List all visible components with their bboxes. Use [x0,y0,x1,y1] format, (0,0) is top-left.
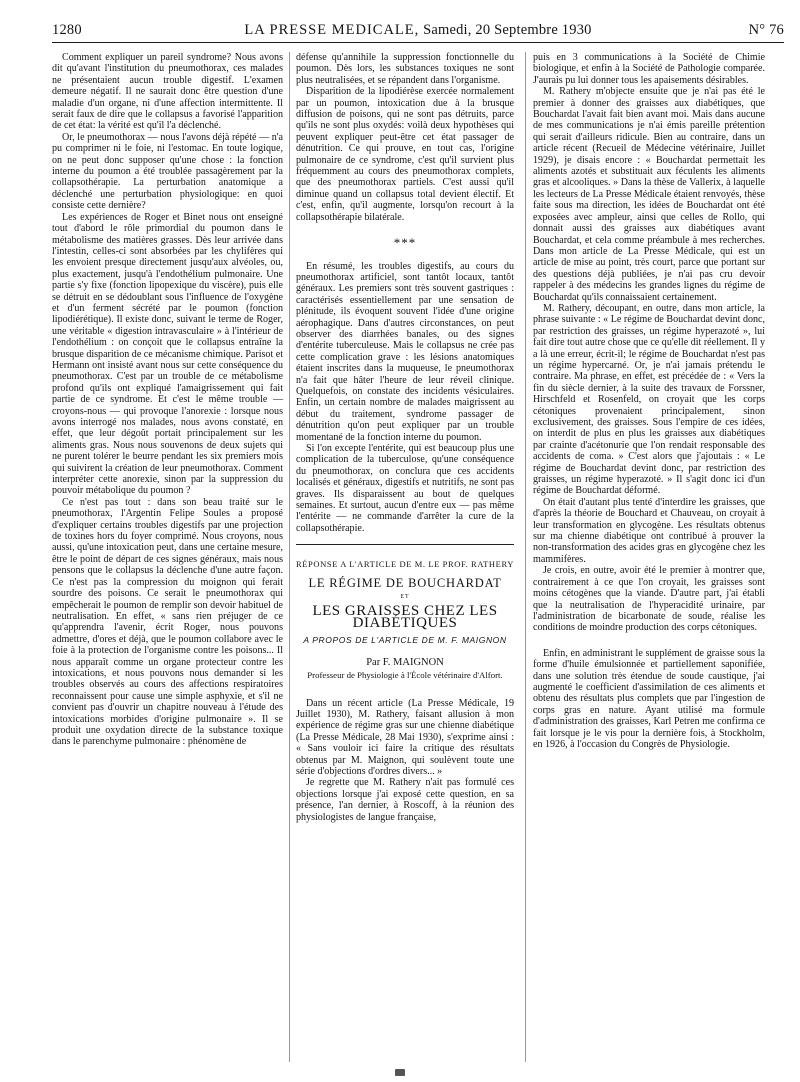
paragraph: Les expériences de Roger et Binet nous ont enseigné tout d'abord le rôle primordial du poumon dans le métabolisme des matières grasses. Dès leur arrivée dans l'intestin, celles-ci sont absorbées par les chylifères qui les envoient presque directement jusqu'aux alvéoles, ou, plus exactement, jusqu'à l'endothélium pulmonaire. Une partie s'y fixe (fonction lipopexique du viscère), puis elle se détruit en se dédoublant sous l'influence de l'oxygène et d'un ferment sécrété par le poumon (fonction lipodiérétique). Il existe donc, suivant le terme de Roger, une véritable « digestion intravasculaire » à l'intérieur de l'endothélium : on conçoit que le collapsus entraîne la brusque disparition de ce mécanisme chimique. Parisot et Hermann ont insisté avant nous sur cette conséquence du pneumothorax. C'est par un trouble de ce métabolisme profond qu'ils ont expliqué l'amaigrissement qui fait partie de ce syndrome. Et c'est le même trouble — croyons-nous — qui provoque l'anorexie : lorsque nous avons interrogé nos malades, nous avons constaté, en effet, que leur dégoût portait principalement sur les aliments gras. Nous nous souvenons de deux sujets qui ne purent tolérer le beurre pendant les six premiers mois qui suivirent la création de leur pneumothorax. Comment interpréter cette anorexie, sinon par la suppression du pouvoir métabolique du poumon ? [52,211,284,497]
paragraph: défense qu'annihile la suppression fonctionnelle du poumon. Dès lors, les substances toxiques ne sont plus neutralisées, et se répandent dans l'organisme. [296,52,514,86]
separator-stars: *** [393,235,417,251]
column-right [533,52,765,750]
paragraph: Dans un récent article (La Presse Médicale, 19 Juillet 1930), M. Rathery, faisant allusion à mon expérience de régime gras sur une chienne diabétique (La Presse Médicale, 28 Mai 1930), s'exprime ainsi : « Sans vouloir ici faire la critique des résultats obtenus par M. Maignon, qui soulèvent toute une série d'objections d'ordres divers... » [296,697,514,777]
page-header [52,20,784,43]
article-divider [296,544,514,545]
journal-name: LA PRESSE MEDICALE, [244,22,420,38]
paragraph: En résumé, les troubles digestifs, au cours du pneumothorax artificiel, sont tantôt locaux, tantôt généraux. Les premiers sont très souvent gastriques : caractérisés essentiellement par une sensation de plénitude, ils évoquent souvent l'idée d'une origine aérophagique. Dans d'autres circonstances, on peut observer des diarrhées banales, ou des signes d'entérite tuberculeuse. Mais le collapsus ne crée pas cette complication grave : les lésions anatomiques étaient inscrites dans la muqueuse, le pneumothorax n'a fait que hâter l'heure de leur réveil clinique. Quelquefois, on constate des incidents vésiculaires. Enfin, un certain nombre de malades maigrissent au début du traitement, syndrome passager de dénutrition qu'on peut expliquer par un trouble momentané de la fonction interne du poumon. [296,260,514,443]
paragraph: M. Rathery, découpant, en outre, dans mon article, la phrase suivante : « Le régime de Bouchardat devint donc, par restriction des graisses, un régime hyperazoté », lui fait dire tout autre chose que ce qu'elle dit réellement. Il y a là une erreur, écrit-il; le régime de Bouchardat n'est pas un régime hypercarné. Or, je n'ai jamais prétendu le contraire. Ma phrase, en effet, est précédée de : « Vers la fin du siècle dernier, à la suite des travaux de Forssner, Hirschfeld et Rosenfeld, on croyait que les corps cétoniques provenaient principalement, sinon exclusivement, des graisses. Sous l'empire de ces idées, on interdit de plus en plus les graisses aux diabétiques par crainte d'acétonurie que l'on rendait responsable des accidents de coma. » C'est alors que j'ajoutais : « Le régime de Bouchardat devint donc, par restriction des graisses, un régime hyperazoté. » Il s'agit donc ici d'un régime de Bouchardat déformé. [533,302,765,497]
paragraph: Ce n'est pas tout : dans son beau traité sur le pneumothorax, l'Argentin Felipe Soules a proposé d'expliquer certains troubles digestifs par une projection de toxines hors du foyer comprimé. Nous croyons, nous aussi, qu'une intoxication peut, dans une certaine mesure, être le point de départ de ces signes généraux, mais nous pensons que le collapsus la déclenche d'une autre façon. Ce n'est pas la compression du moignon qui ferait sourdre des poisons. Ce serait le pneumothorax qui empêcherait le poumon de remplir son devoir habituel de neutralisation. En effet, « sans rien préjuger de ce qu'apprendra l'avenir, écrit Roger, nous pouvons admettre, d'ores et déjà, que le poumon collabore avec le foie à la protection de l'organisme contre les poisons... Il nous apparaît comme un organe protecteur contre les intoxications, et nous pouvons nous demander si les troubles observés au cours des affections respiratoires reconnaissent pour cause une simple asphyxie, et s'il ne convient pas d'ouvrir un chapitre nouveau à l'étude des intoxications morbides d'origine pulmonaire ». Il se produit une oxydation directe de la substance toxique dans le parenchyme pulmonaire : phénomène de [52,496,283,748]
paragraph: Enfin, en administrant le supplément de graisse sous la forme d'huile émulsionnée et partiellement saponifiée, dans une solution très étendue de soude caustique, j'ai augmenté le coefficient d'assimilation de ces aliments et obtenu des résultats plus complets que par l'ingestion de corps gras en nature. Ayant utilisé ma formule d'administration des graisses, Karl Petren me confirma ce fait lorsque je le vis pour la dernière fois, à Stockholm, en 1926, à l'occasion du Congrès de Physiologie. [533,647,765,750]
issue-number: N° 76 [748,22,784,38]
article-subtitle: LE RÉGIME DE BOUCHARDAT [308,575,502,590]
article-title: LES GRAISSES CHEZ LES DIABÉTIQUES [312,603,498,631]
article-reference: A PROPOS DE L'ARTICLE DE M. F. MAIGNON [303,635,507,646]
column-rule [525,52,526,1062]
paragraph: Comment expliquer un pareil syndrome? Nous avons dit qu'avant l'institution du pneumothorax, ces malades ne présentaient aucun trouble digestif. L'examen demeure négatif. Il ne saurait donc être question d'une maladie d'un organe, ni d'une affection intermittente. Il serait faux de dire que le collapsus a favorisé l'apparition de cet état: la vérité est qu'il l'a déclenché. [52,52,283,132]
article-kicker: RÉPONSE A L'ARTICLE DE M. LE PROF. RATHERY [296,559,514,570]
article-author: Par F. MAIGNON [366,656,444,668]
paragraph: Disparition de la lipodiérèse exercée normalement par un poumon, intoxication due à la brusque diffusion de poisons, qui ne sont pas détruits, parce qu'ils ne sont plus oxydés: voilà deux hypothèses qui peuvent expliquer peut-être cet état passager de dénutrition. Ce qui prouve, en tout cas, l'origine pulmonaire de ce syndrome, c'est qu'il survient plus fréquemment au cours des pneumothorax complets, que des pneumothorax partiels. C'est aussi qu'il diminue quand un collapsus total devient électif. Et c'est, enfin, qu'il augmente, lorsqu'on recourt à la collapsothérapie bilatérale. [296,86,514,223]
issue-date: Samedi, 20 Septembre 1930 [423,22,592,38]
column-middle [296,52,514,823]
paragraph: Je crois, en outre, avoir été le premier à montrer que, contrairement à ce que l'on croyait, les graisses sont moins cétogènes que la viande. D'autre part, j'ai établi que la neutralisation de l'hyperacidité urinaire, par l'administration de bicarbonate de soude, réalise les conditions de moindre production des corps cétoniques. [533,565,765,634]
paragraph: On était d'autant plus tenté d'interdire les graisses, que d'après la théorie de Bouchard et Chauveau, on croyait à leur transformation en glycogène. Les résultats obtenus sur ma chienne diabétique ont contribué à prouver la non-transformation des acides gras en glycogène chez les mammifères. [533,496,765,565]
section-separator [296,235,514,251]
author-affiliation: Professeur de Physiologie à l'École vétérinaire d'Alfort. [307,670,503,681]
column-left [52,52,283,748]
scan-artifact [395,1069,405,1076]
article-conjunction: ET [400,594,410,601]
page-number: 1280 [52,22,82,38]
paragraph: M. Rathery m'objecte ensuite que je n'ai pas été le premier à donner des graisses aux diabétiques, que Bouchardat l'avait fait bien avant moi. Mais dans aucune de mes communications je n'ai émis pareille prétention qui serait d'ailleurs ridicule. Bien au contraire, dans un article récent (Recueil de Médecine vétérinaire, Juillet 1929), je disais encore : « Bouchardat permettait les aliments azotés et substituait aux féculents les aliments gras et alcooliques. » Dans la thèse de Vallerix, à laquelle les lecteurs de La Presse Médicale étaient renvoyés, thèse faite sous ma direction, les idées de Bouchardat ont été exposées avec ampleur, ainsi que celles de Rollo, qui donnait aussi des graisses aux diabétiques avant Bouchardat, et cela comme préambule à mes recherches. Dans mon article de La Presse Médicale, qui est un article de mise au point, très court, parce que portant sur des questions déjà publiées, je n'ai pas cru devoir rappeler à des médecins les grandes lignes du régime de Bouchardat qu'ils connaissaient certainement. [533,86,765,303]
section-gap [533,634,765,648]
paragraph: Je regrette que M. Rathery n'ait pas formulé ces objections lorsque j'ai exposé cette question, en sa présence, l'an dernier, à Roscoff, à la réunion des physiologistes de langue française, [296,777,514,823]
column-rule [289,52,290,1062]
journal-title [52,22,784,39]
paragraph: Or, le pneumothorax — nous l'avons déjà répété — n'a pu comprimer ni le foie, ni l'estomac. En toute logique, on ne peut donc supposer qu'une chose : la fonction interne du poumon a été troublée passagèrement par la collapsothérapie. La perturbation anatomique a déclenché une perturbation physiologique: en quoi consiste cette dernière? [52,131,283,212]
paragraph: Si l'on excepte l'entérite, qui est beaucoup plus une complication de la tuberculose, qu'une conséquence du pneumothorax, on conclura que ces accidents localisés et généraux, digestifs et nutritifs, ne sont pas graves. Ils disparaissent au bout de quelques semaines. Et surtout, aucun d'entre eux — pas même l'entérite — ne commande d'arrêter la cure de la collapsothérapie. [296,443,514,534]
paragraph: puis en 3 communications à la Société de Chimie biologique, et enfin à la Société de Pathologie comparée. J'aurais pu lui donner tous les apaisements désirables. [533,52,765,86]
